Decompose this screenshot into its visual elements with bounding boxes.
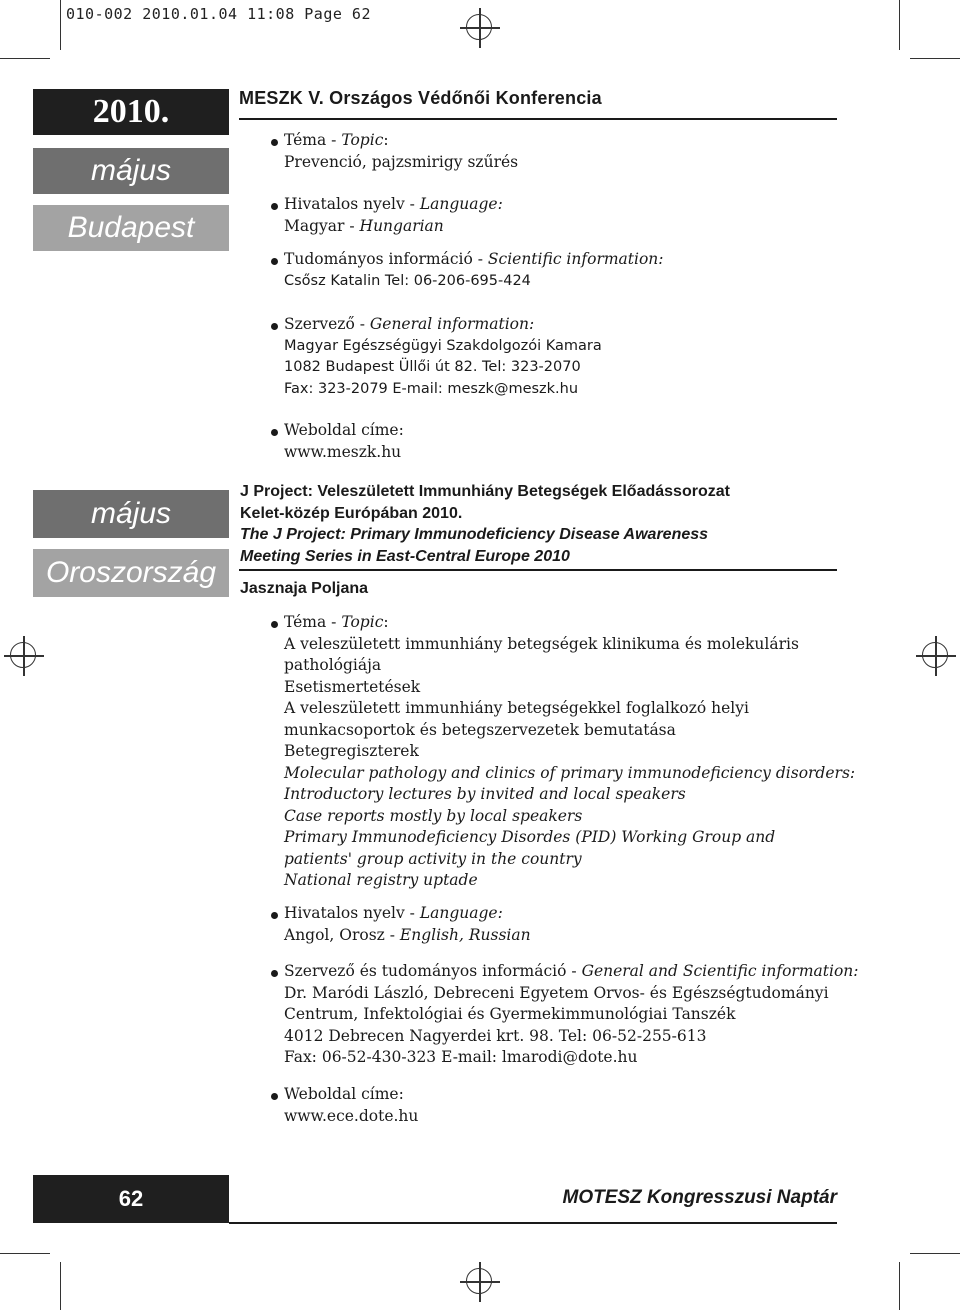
crop-mark [60, 1262, 61, 1310]
language-label: Hivatalos nyelv - Language: [284, 904, 503, 922]
month-box: május [33, 490, 229, 538]
registration-mark-icon [4, 636, 44, 676]
topic-line-en: patients' group activity in the country [284, 849, 582, 868]
crop-mark [0, 1253, 50, 1254]
organizer-line: Centrum, Infektológiai és Gyermekimmunológiai Tanszék [284, 1005, 736, 1023]
event-language [272, 194, 503, 237]
event-language [272, 903, 531, 946]
topic-line: Betegregiszterek [284, 742, 419, 760]
crop-mark [910, 58, 960, 59]
topic-line-en: Case reports mostly by local speakers [284, 806, 583, 825]
topic-line-en: Primary Immunodeficiency Disordes (PID) Working Group and [284, 828, 776, 846]
scientific-value: Csősz Katalin Tel: 06-206-695-424 [284, 272, 531, 289]
crop-mark [899, 0, 900, 50]
topic-line-en: Molecular pathology and clinics of primary immunodeficiency disorders: [284, 763, 856, 782]
event-scientific-info [272, 249, 664, 292]
topic-line-en: Introductory lectures by invited and local speakers [284, 785, 686, 803]
organizer-line: Magyar Egészségügyi Szakdolgozói Kamara [284, 337, 602, 354]
topic-line: A veleszületett immunhiány betegségek klinikuma és molekuláris [284, 634, 799, 653]
topic-label: Téma - Topic: [284, 613, 389, 631]
event-title: MESZK V. Országos Védőnői Konferencia [239, 88, 602, 108]
topic-label: Téma - Topic: [284, 131, 389, 149]
organizer-label: Szervező és tudományos információ - General and Scientific information: [284, 962, 859, 980]
event-location: Jasznaja Poljana [240, 580, 369, 597]
registration-mark-icon [460, 8, 500, 48]
organizer-line: Fax: 323-2079 E-mail: meszk@meszk.hu [284, 380, 579, 397]
event-website [272, 420, 404, 463]
organizer-line: Dr. Maródi László, Debreceni Egyetem Orvos- és Egészségtudományi [284, 983, 829, 1002]
page-number: 62 [33, 1175, 229, 1223]
topic-value: Prevenció, pajzsmirigy szűrés [284, 152, 519, 171]
title-rule [239, 118, 837, 120]
city-box: Oroszország [33, 549, 229, 597]
organizer-line: 4012 Debrecen Nagyerdei krt. 98. Tel: 06-52-255-613 [284, 1026, 707, 1045]
crop-mark [899, 1262, 900, 1310]
topic-line: pathológiája [284, 656, 382, 674]
crop-mark [60, 0, 61, 50]
website-label: Weboldal címe: [284, 421, 404, 439]
registration-mark-icon [916, 636, 956, 676]
event-website [272, 1084, 418, 1127]
topic-line-en: National registry uptade [284, 871, 478, 889]
website-value[interactable]: www.meszk.hu [284, 442, 402, 461]
registration-mark-icon [460, 1262, 500, 1302]
topic-line: munkacsoportok és betegszervezetek bemutatása [284, 720, 676, 739]
event-title: J Project: Veleszületett Immunhiány Betegségek Előadássorozat Kelet-közép Európában 2010. The J Project: Primary Immunodeficiency Disease Awareness Meeting Series in East-Central Europe 2010 [240, 483, 730, 565]
title-rule [239, 569, 837, 571]
event-topic [272, 612, 855, 892]
event-organizer [272, 314, 602, 400]
scientific-label: Tudományos információ - Scientific information: [284, 250, 664, 268]
website-label: Weboldal címe: [284, 1085, 404, 1103]
language-value: Angol, Orosz - English, Russian [284, 925, 531, 944]
website-value[interactable]: www.ece.dote.hu [284, 1106, 419, 1125]
year-box: 2010. [33, 89, 229, 135]
organizer-line: 1082 Budapest Üllői út 82. Tel: 323-2070 [284, 359, 581, 375]
organizer-line: Fax: 06-52-430-323 E-mail: lmarodi@dote.hu [284, 1048, 638, 1066]
topic-line: A veleszületett immunhiány betegségekkel foglalkozó helyi [284, 699, 749, 717]
print-slug: 010-002 2010.01.04 11:08 Page 62 [66, 5, 371, 23]
crop-mark [910, 1253, 960, 1254]
publication-title: MOTESZ Kongresszusi Naptár [562, 1187, 837, 1208]
language-label: Hivatalos nyelv - Language: [284, 195, 503, 213]
topic-line: Esetismertetések [284, 677, 421, 696]
footer-rule [229, 1222, 837, 1224]
city-box: Budapest [33, 205, 229, 251]
event-topic [272, 130, 518, 173]
month-box: május [33, 148, 229, 194]
language-value: Magyar - Hungarian [284, 216, 444, 235]
organizer-label: Szervező - General information: [284, 315, 535, 333]
event-organizer [272, 961, 859, 1069]
crop-mark [0, 58, 50, 59]
